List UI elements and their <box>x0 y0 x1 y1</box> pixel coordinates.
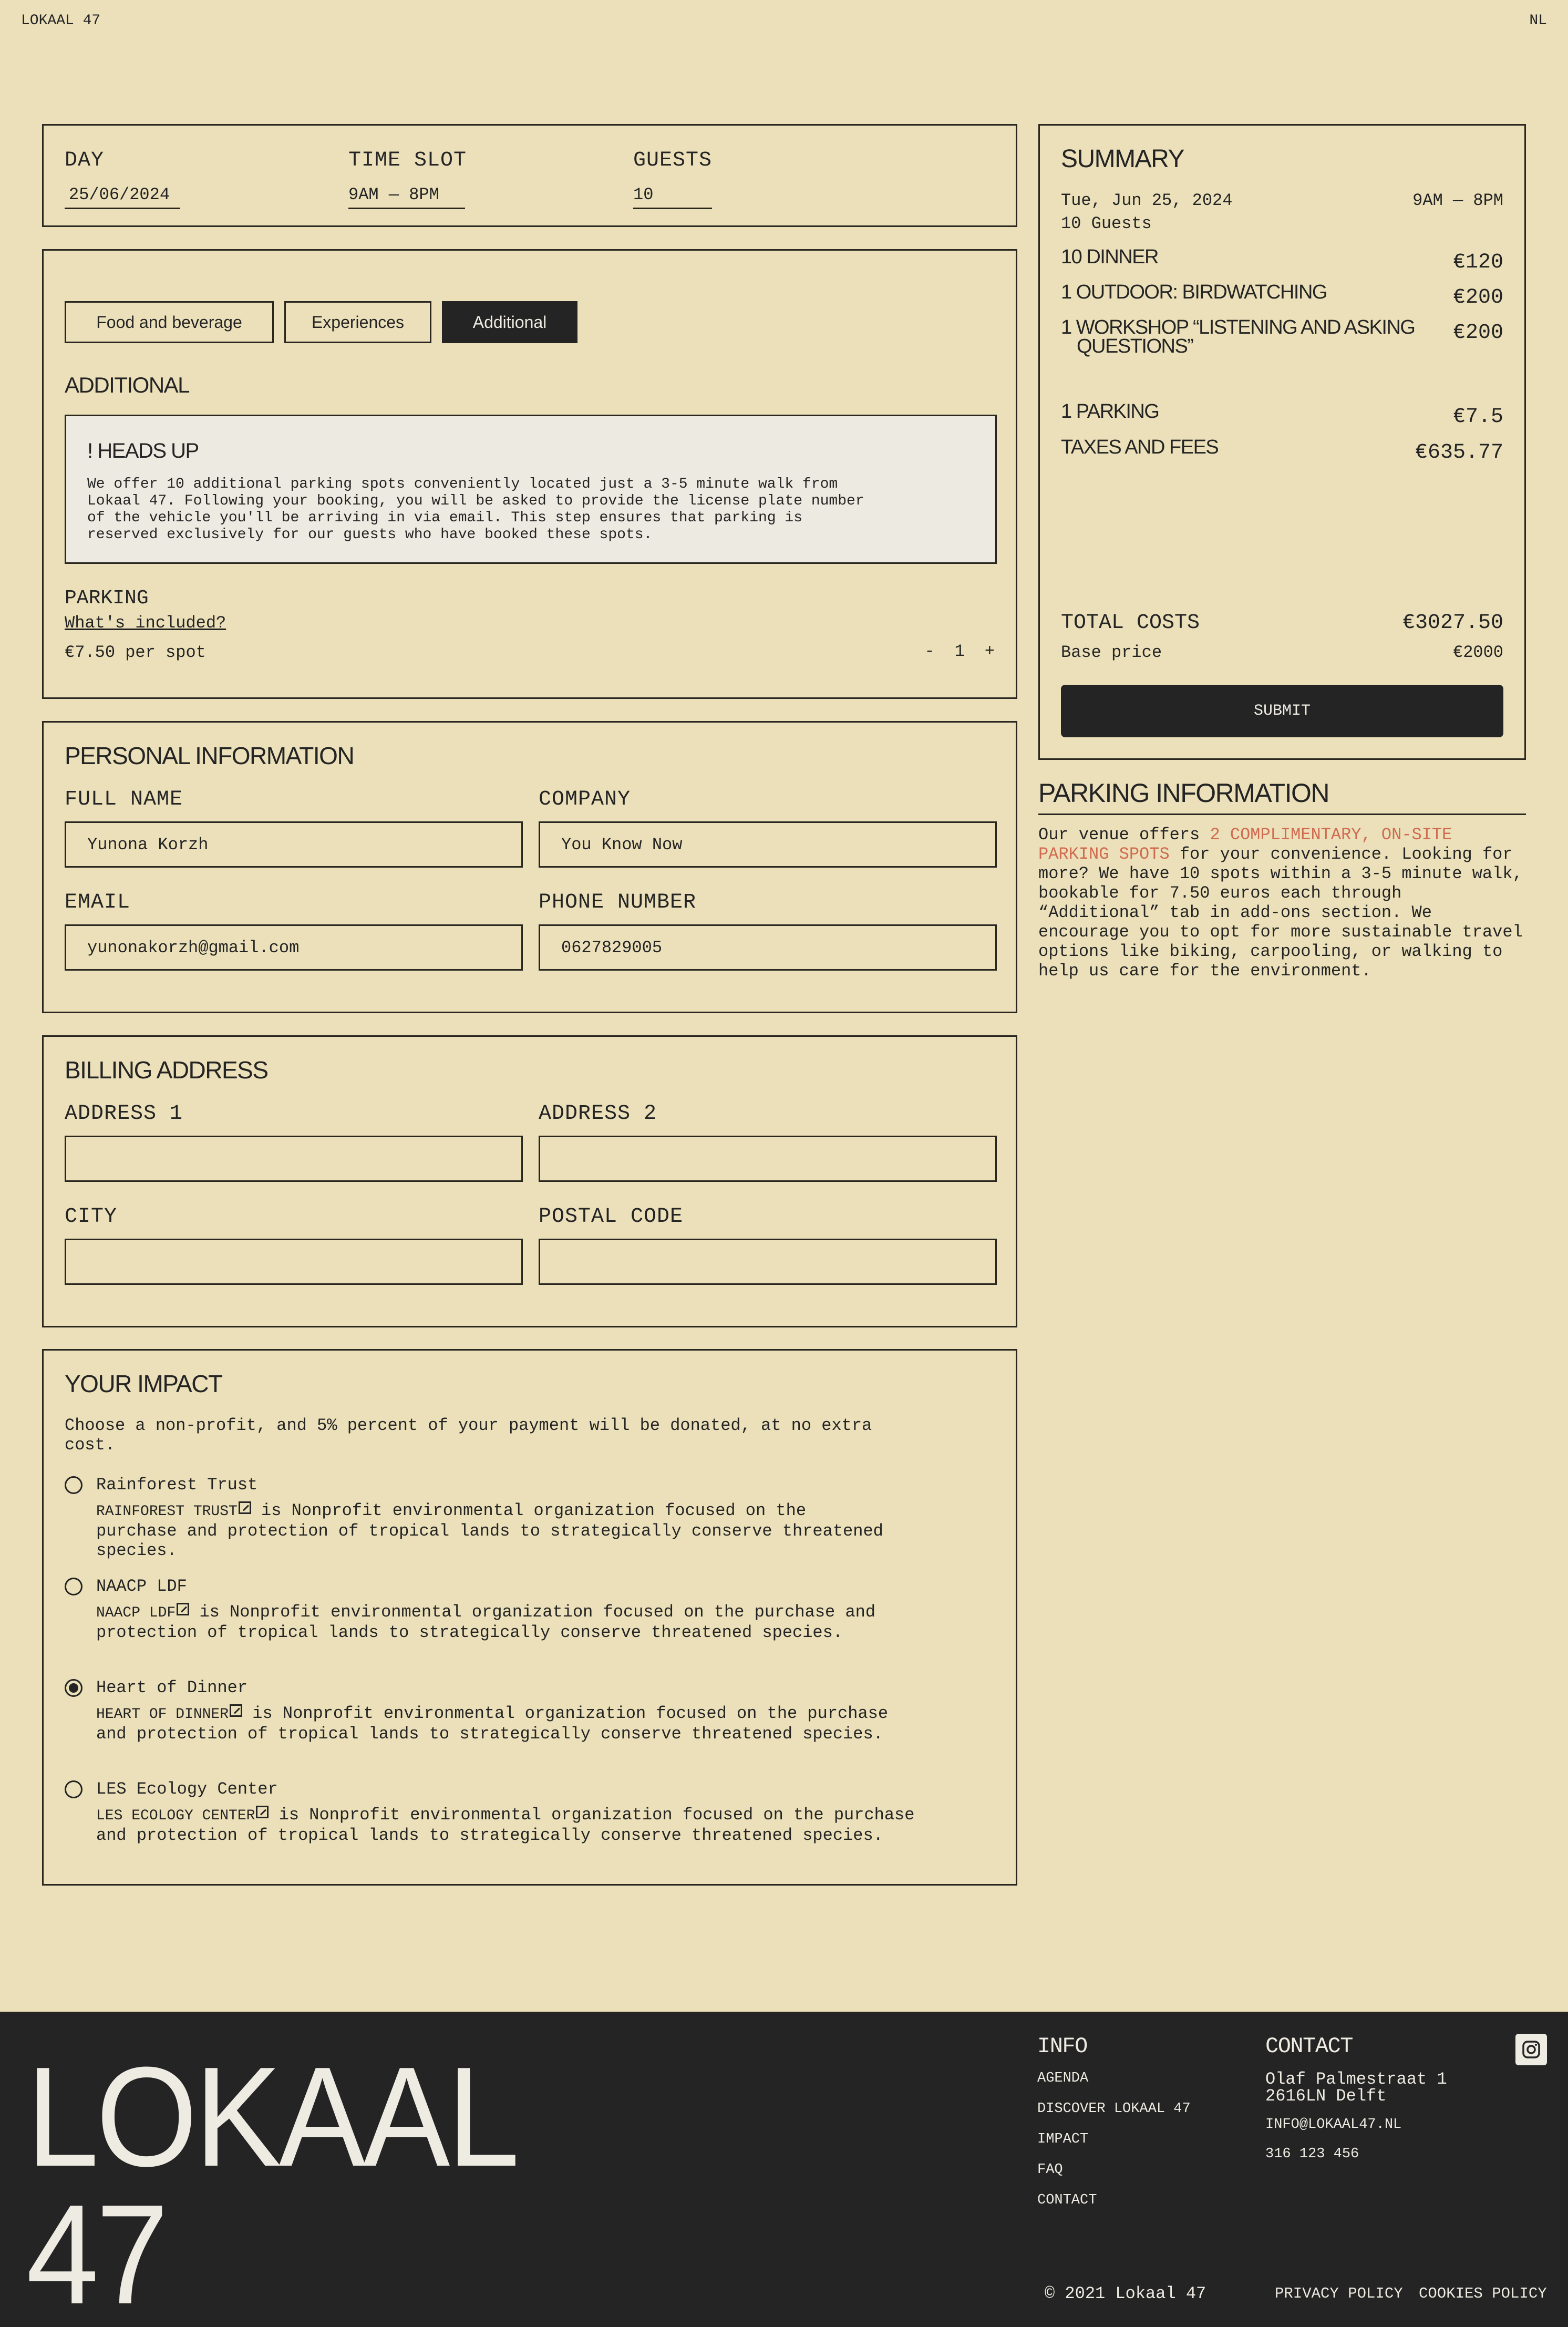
footer-link-contact[interactable]: CONTACT <box>1037 2192 1097 2208</box>
base-price-value: €2000 <box>1452 643 1503 662</box>
footer-email[interactable]: INFO@LOKAAL47.NL <box>1265 2117 1402 2133</box>
instagram-icon[interactable] <box>1515 2034 1547 2065</box>
full-name-input[interactable] <box>65 821 523 868</box>
address-1-label: ADDRESS 1 <box>65 1102 183 1126</box>
booking-bar <box>42 124 1017 227</box>
summary-panel <box>1038 124 1526 760</box>
radio-les-ecology-center[interactable] <box>65 1780 82 1798</box>
summary-item: 1 PARKING €7.5 <box>1061 400 1503 429</box>
company-label: COMPANY <box>539 788 631 811</box>
heads-up-body: We offer 10 additional parking spots conveniently located just a 3-5 minute walk from Lokaal 47. Following your booking, you will be asked to provide the license plate number of the vehicle you'll be arriving in via email. This step ensures that parking is reserved exclusively for our guests who have booked these spots. <box>87 476 864 543</box>
tab-food-and-beverage[interactable]: Food and beverage <box>65 301 274 343</box>
org-link-rainforest-trust[interactable]: RAINFOREST TRUST <box>96 1504 238 1520</box>
total-costs-value: €3027.50 <box>1402 611 1503 635</box>
cookies-policy-link[interactable]: COOKIES POLICY <box>1419 2285 1547 2302</box>
org-link-naacp-ldf[interactable]: NAACP LDF <box>96 1605 176 1621</box>
time-slot-field[interactable] <box>348 149 467 209</box>
heads-up-notice <box>65 415 997 564</box>
summary-item: 10 DINNER €120 <box>1061 246 1503 274</box>
city-input[interactable] <box>65 1239 523 1285</box>
impact-panel <box>42 1349 1017 1886</box>
org-name-naacp-ldf[interactable]: NAACP LDF <box>96 1577 187 1596</box>
impact-title: YOUR IMPACT <box>65 1370 222 1397</box>
external-link-icon[interactable] <box>177 1603 189 1615</box>
org-desc-heart-of-dinner: HEART OF DINNER is Nonprofit environmental organization focused on the purchase and protection of tropical lands to strategically conserve threatened species. <box>96 1704 889 1744</box>
summary-base-row <box>1061 643 1503 662</box>
footer-address-line2: 2616LN Delft <box>1265 2086 1387 2106</box>
summary-title: SUMMARY <box>1061 145 1184 173</box>
org-link-heart-of-dinner[interactable]: HEART OF DINNER <box>96 1706 229 1723</box>
org-name-heart-of-dinner[interactable]: Heart of Dinner <box>96 1678 248 1697</box>
guests-value[interactable]: 10 <box>633 185 712 209</box>
day-label: DAY <box>65 149 105 172</box>
address-2-input[interactable] <box>539 1136 997 1182</box>
company-input[interactable] <box>539 821 997 868</box>
footer-link-agenda[interactable]: AGENDA <box>1037 2071 1089 2086</box>
email-label: EMAIL <box>65 891 131 914</box>
org-name-les-ecology-center[interactable]: LES Ecology Center <box>96 1779 278 1799</box>
external-link-icon[interactable] <box>256 1806 269 1818</box>
copyright: © 2021 Lokaal 47 <box>1045 2284 1206 2303</box>
addons-panel <box>42 249 1017 699</box>
phone-number-input[interactable] <box>539 924 997 971</box>
summary-item: 1 OUTDOOR: BIRDWATCHING €200 <box>1061 281 1503 310</box>
address-1-input[interactable] <box>65 1136 523 1182</box>
additional-title: ADDITIONAL <box>65 373 190 397</box>
postal-code-input[interactable] <box>539 1239 997 1285</box>
heads-up-title: ! HEADS UP <box>87 439 199 462</box>
radio-naacp-ldf[interactable] <box>65 1578 82 1595</box>
org-link-les-ecology-center[interactable]: LES ECOLOGY CENTER <box>96 1808 255 1824</box>
billing-address-title: BILLING ADDRESS <box>65 1056 268 1084</box>
address-2-label: ADDRESS 2 <box>539 1102 657 1126</box>
footer-address-line1: Olaf Palmestraat 1 <box>1265 2069 1447 2089</box>
tab-additional[interactable]: Additional <box>442 301 577 343</box>
footer-contact-title: CONTACT <box>1265 2034 1353 2059</box>
parking-information-text: Our venue offers 2 COMPLIMENTARY, ON-SITE PARKING SPOTS for your convenience. Looking for more? We have 10 spots within a 3-5 minute walk, bookable for 7.50 euros each through “Additional” tab in add-ons section. We encourage you to opt for more sustainable travel options like biking, carpooling, or walking to help us care for the environment. <box>1038 825 1523 981</box>
footer-phone[interactable]: 316 123 456 <box>1265 2146 1359 2162</box>
full-name-label: FULL NAME <box>65 788 183 811</box>
radio-rainforest-trust[interactable] <box>65 1476 82 1494</box>
parking-highlight: 2 COMPLIMENTARY, ON-SITE PARKING SPOTS <box>1038 825 1452 864</box>
guests-field[interactable] <box>633 149 712 209</box>
language-switch[interactable]: NL <box>1529 13 1547 29</box>
footer-link-faq[interactable]: FAQ <box>1037 2162 1063 2178</box>
tab-experiences[interactable]: Experiences <box>284 301 431 343</box>
phone-number-label: PHONE NUMBER <box>539 891 697 914</box>
summary-item: 1 WORKSHOP “LISTENING AND ASKING QUESTIONS” €200 <box>1061 316 1503 357</box>
footer-info-title: INFO <box>1037 2034 1087 2059</box>
quantity-value: 1 <box>954 642 965 661</box>
parking-title: PARKING <box>65 587 149 610</box>
privacy-policy-link[interactable]: PRIVACY POLICY <box>1275 2285 1403 2302</box>
quantity-stepper[interactable] <box>924 642 995 661</box>
org-name-rainforest-trust[interactable]: Rainforest Trust <box>96 1475 258 1495</box>
footer-link-discover[interactable]: DISCOVER LOKAAL 47 <box>1037 2101 1191 2117</box>
summary-taxes: TAXES AND FEES €635.77 <box>1061 436 1503 465</box>
submit-button[interactable]: SUBMIT <box>1061 685 1503 737</box>
decrement-button[interactable]: - <box>924 642 935 661</box>
external-link-icon[interactable] <box>239 1501 251 1514</box>
footer <box>0 2012 1568 2327</box>
time-slot-label: TIME SLOT <box>348 149 467 172</box>
external-link-icon[interactable] <box>230 1704 242 1717</box>
personal-information-panel <box>42 721 1017 1013</box>
summary-total-row <box>1061 611 1503 635</box>
summary-time: 9AM — 8PM <box>1412 191 1503 210</box>
instagram-glyph <box>1515 2034 1547 2065</box>
email-input[interactable] <box>65 924 523 971</box>
impact-intro: Choose a non-profit, and 5% percent of your payment will be donated, at no extra cost. <box>65 1416 872 1455</box>
time-slot-value[interactable]: 9AM — 8PM <box>348 185 465 209</box>
parking-information-divider <box>1038 814 1526 815</box>
summary-date: Tue, Jun 25, 2024 <box>1061 191 1233 210</box>
total-costs-label: TOTAL COSTS <box>1061 611 1200 635</box>
personal-information-title: PERSONAL INFORMATION <box>65 742 354 769</box>
org-desc-naacp-ldf: NAACP LDF is Nonprofit environmental organization focused on the purchase and protection of tropical lands to strategically conserve threatened species. <box>96 1602 876 1642</box>
day-field[interactable] <box>65 149 180 209</box>
radio-heart-of-dinner[interactable] <box>65 1679 82 1697</box>
parking-price: €7.50 per spot <box>65 643 206 662</box>
whats-included-link[interactable]: What's included? <box>65 613 226 633</box>
billing-address-panel <box>42 1035 1017 1327</box>
summary-guests: 10 Guests <box>1061 214 1152 233</box>
postal-code-label: POSTAL CODE <box>539 1205 684 1229</box>
city-label: CITY <box>65 1205 118 1229</box>
org-desc-les-ecology-center: LES ECOLOGY CENTER is Nonprofit environmental organization focused on the purchase and protection of tropical lands to strategically conserve threatened species. <box>96 1805 915 1845</box>
increment-button[interactable]: + <box>984 642 995 661</box>
org-desc-rainforest-trust: RAINFOREST TRUST is Nonprofit environmental organization focused on the purchase and protection of tropical lands to strategically conserve threatened species. <box>96 1501 883 1560</box>
parking-information-title: PARKING INFORMATION <box>1038 778 1329 808</box>
guests-label: GUESTS <box>633 149 713 172</box>
footer-link-impact[interactable]: IMPACT <box>1037 2132 1089 2147</box>
topbar-logo[interactable]: LOKAAL 47 <box>21 13 101 29</box>
summary-date-row <box>1061 191 1503 210</box>
footer-logo: LOKAAL 47 <box>26 2038 517 2327</box>
day-value[interactable]: 25/06/2024 <box>65 185 180 209</box>
base-price-label: Base price <box>1061 643 1162 662</box>
